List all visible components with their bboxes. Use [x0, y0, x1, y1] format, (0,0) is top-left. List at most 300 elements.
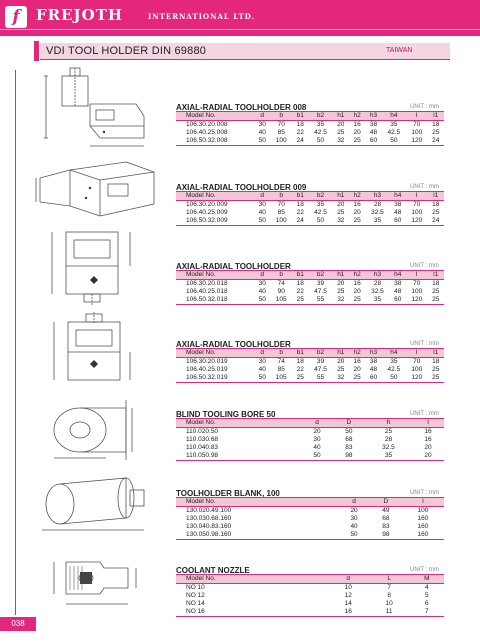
table-cell: 160 — [402, 531, 444, 540]
table-cell: 11 — [369, 608, 410, 617]
column-header: h — [365, 419, 412, 428]
table-cell: 20 — [353, 366, 361, 373]
table-row — [176, 137, 444, 146]
column-header: l1 — [428, 271, 444, 280]
column-header: l — [406, 349, 428, 358]
table-cell: 110.050.98 — [176, 452, 301, 461]
table-cell: 40 — [313, 444, 321, 451]
table-cell: 16 — [424, 436, 432, 443]
table-cell: 14 — [344, 600, 352, 607]
coolant-nozzle-drawing — [40, 548, 150, 618]
column-header: h2 — [349, 192, 365, 201]
table-row — [176, 374, 444, 383]
table-cell: 120 — [406, 296, 428, 305]
column-header: h3 — [365, 192, 389, 201]
column-header: d — [254, 112, 270, 121]
table-row — [176, 531, 444, 540]
table-cell: 85 — [277, 129, 285, 136]
table-cell: 25 — [292, 296, 308, 305]
table-cell: 18 — [296, 201, 304, 208]
unit-label: UNIT : mm — [410, 263, 439, 269]
table-row — [176, 592, 444, 600]
column-header: h3 — [365, 271, 389, 280]
table-row — [176, 428, 444, 437]
table-cell: 20 — [350, 507, 358, 514]
toolholder-019-drawing — [44, 312, 140, 392]
column-header: L — [369, 575, 410, 584]
table-cell: 18 — [432, 201, 440, 208]
column-header: l — [406, 112, 428, 121]
spec-table-toolholder-009 — [176, 191, 444, 226]
table-cell: 16 — [328, 608, 369, 617]
toolholder-018-drawing — [44, 226, 140, 306]
table-cell: 18 — [296, 121, 304, 128]
table-cell: 25 — [349, 374, 365, 383]
table-row — [176, 584, 444, 593]
table-cell: NO 10 — [186, 584, 205, 591]
table-cell: 18 — [296, 280, 304, 287]
unit-label: UNIT : mm — [410, 184, 439, 190]
column-header: l1 — [428, 349, 444, 358]
table-cell: 39 — [316, 280, 325, 287]
column-header: Model No. — [176, 575, 328, 584]
table-cell: 24 — [428, 217, 444, 226]
column-header: h2 — [349, 112, 365, 121]
table-row — [176, 436, 444, 444]
table-cell: 98 — [370, 531, 402, 540]
table-cell: 48 — [394, 288, 402, 295]
table-row — [176, 523, 444, 531]
table-cell: 106.40.25.019 — [186, 366, 228, 373]
table-row — [176, 358, 444, 367]
table-cell: 32.5 — [371, 209, 384, 216]
table-cell: 50 — [308, 217, 332, 226]
table-cell: 30 — [258, 201, 266, 208]
table-cell: 25 — [432, 366, 440, 373]
section-title-toolholder-blank: TOOLHOLDER BLANK, 100 — [176, 489, 280, 498]
column-header: Model No. — [176, 271, 254, 280]
table-cell: 16 — [353, 201, 361, 208]
table-row — [176, 600, 444, 608]
table-cell: 18 — [432, 121, 440, 128]
column-header: b2 — [308, 271, 332, 280]
table-cell: 16 — [353, 121, 361, 128]
table-cell: 49 — [382, 507, 390, 514]
table-cell: 120 — [406, 217, 428, 226]
table-cell: 100 — [417, 507, 429, 514]
company-logo: f — [5, 6, 27, 28]
column-header: b1 — [292, 112, 308, 121]
table-cell: 30 — [258, 358, 266, 365]
table-cell: 25 — [337, 209, 345, 216]
column-header: b2 — [308, 112, 332, 121]
table-cell: 25 — [337, 288, 345, 295]
table-cell: 106.50.32.018 — [176, 296, 254, 305]
toolholder-blank-drawing — [34, 472, 154, 536]
table-cell: 50 — [382, 374, 406, 383]
table-cell: 100 — [270, 137, 292, 146]
column-header: b — [270, 192, 292, 201]
column-header: l1 — [428, 112, 444, 121]
table-cell: 120 — [406, 137, 428, 146]
table-cell: 18 — [296, 358, 304, 365]
column-header: l — [406, 192, 428, 201]
section-title-toolholder-009: AXIAL-RADIAL TOOLHOLDER 009 — [176, 183, 307, 192]
table-cell: 32 — [333, 217, 349, 226]
page-number: 038 — [0, 617, 36, 631]
table-cell: 35 — [316, 121, 325, 128]
column-header: d — [328, 575, 369, 584]
table-cell: 25 — [349, 296, 365, 305]
table-cell: 18 — [432, 280, 440, 287]
table-cell: 83 — [382, 523, 390, 530]
column-header: h1 — [333, 112, 349, 121]
column-header: h1 — [333, 349, 349, 358]
table-cell: 160 — [417, 515, 429, 522]
table-cell: 25 — [432, 288, 440, 295]
spec-table-toolholder-008 — [176, 111, 444, 146]
table-cell: 25 — [349, 217, 365, 226]
column-header: d — [254, 349, 270, 358]
table-cell: 7 — [387, 584, 391, 591]
table-row — [176, 296, 444, 305]
table-cell: 30 — [350, 515, 358, 522]
table-cell: 130.020.49.100 — [186, 507, 232, 514]
table-cell: 55 — [308, 296, 332, 305]
table-cell: 68 — [345, 436, 353, 443]
table-cell: 100 — [411, 288, 423, 295]
table-cell: 42.5 — [314, 209, 327, 216]
title-marker — [34, 41, 39, 61]
column-header: h4 — [390, 271, 406, 280]
column-header: Model No. — [176, 192, 254, 201]
table-cell: 35 — [390, 121, 398, 128]
column-header: d — [301, 419, 333, 428]
table-row — [176, 452, 444, 461]
table-cell: 16 — [353, 280, 361, 287]
table-cell: 70 — [277, 201, 285, 208]
spec-table-blind-tooling-bore — [176, 418, 444, 461]
table-cell: 85 — [277, 366, 285, 373]
section-title-toolholder-008: AXIAL-RADIAL TOOLHOLDER 008 — [176, 103, 307, 112]
table-cell: 20 — [412, 452, 444, 461]
table-cell: 55 — [308, 374, 332, 383]
table-row — [176, 507, 444, 516]
section-title-coolant-nozzle: COOLANT NOZZLE — [176, 566, 250, 575]
table-cell: 105 — [270, 296, 292, 305]
table-cell: 32 — [333, 374, 349, 383]
table-cell: 40 — [258, 129, 266, 136]
table-cell: 28 — [384, 436, 393, 443]
column-header: l — [406, 271, 428, 280]
table-cell: 12 — [344, 592, 352, 599]
table-cell: 25 — [292, 374, 308, 383]
table-cell: 24 — [292, 217, 308, 226]
table-cell: 22 — [296, 129, 304, 136]
table-cell: 47.5 — [314, 288, 327, 295]
table-cell: 70 — [413, 121, 421, 128]
table-cell: 110.030.68 — [186, 436, 219, 443]
table-cell: 50 — [254, 137, 270, 146]
table-cell: 100 — [411, 129, 423, 136]
table-cell: 60 — [365, 137, 381, 146]
table-cell: 8 — [387, 592, 391, 599]
table-cell: 100 — [411, 209, 423, 216]
table-cell: 20 — [313, 428, 321, 435]
column-header: h1 — [333, 271, 349, 280]
table-cell: 42.5 — [387, 366, 401, 373]
table-cell: 6 — [425, 600, 429, 607]
table-cell: 90 — [277, 288, 285, 295]
unit-label: UNIT : mm — [410, 104, 439, 110]
table-cell: 24 — [428, 137, 444, 146]
table-cell: 106.40.25.018 — [186, 288, 228, 295]
table-cell: 38 — [369, 121, 378, 128]
table-cell: 38 — [394, 201, 402, 208]
table-row — [176, 608, 444, 617]
spec-table-toolholder-blank — [176, 497, 444, 540]
table-cell: 110.020.50 — [186, 428, 219, 435]
column-header: b2 — [308, 349, 332, 358]
unit-label: UNIT : mm — [410, 490, 439, 496]
table-cell: 130.030.68.160 — [186, 515, 232, 522]
table-cell: 47.5 — [314, 366, 327, 373]
column-header: h2 — [349, 349, 365, 358]
brand-header — [0, 0, 480, 36]
page-title: VDI TOOL HOLDER DIN 69880 — [46, 45, 207, 57]
column-header: Model No. — [176, 349, 254, 358]
table-cell: 20 — [337, 121, 345, 128]
table-cell: 35 — [390, 358, 398, 365]
table-cell: 20 — [353, 129, 361, 136]
table-cell: 60 — [365, 374, 381, 383]
column-header: l1 — [428, 192, 444, 201]
table-cell: 35 — [365, 217, 389, 226]
table-cell: 70 — [413, 280, 421, 287]
table-cell: 60 — [390, 217, 406, 226]
table-cell: 25 — [428, 374, 444, 383]
table-cell: 130.040.83.160 — [186, 523, 232, 530]
table-cell: 35 — [365, 452, 412, 461]
column-header: d — [254, 271, 270, 280]
table-cell: NO 16 — [176, 608, 328, 617]
column-header: d — [338, 498, 370, 507]
column-header: b1 — [292, 271, 308, 280]
table-cell: 106.30.20.008 — [186, 121, 228, 128]
column-header: Model No. — [176, 419, 301, 428]
column-header: D — [370, 498, 402, 507]
table-cell: 32.5 — [382, 444, 395, 451]
table-cell: 32 — [333, 296, 349, 305]
table-cell: 40 — [258, 209, 266, 216]
table-cell: 4 — [425, 584, 429, 591]
table-cell: 7 — [410, 608, 444, 617]
column-header: D — [333, 419, 365, 428]
table-row — [176, 209, 444, 217]
table-cell: 74 — [277, 358, 285, 365]
table-cell: 40 — [258, 288, 266, 295]
table-cell: 160 — [417, 523, 429, 530]
unit-label: UNIT : mm — [410, 411, 439, 417]
table-cell: 50 — [254, 296, 270, 305]
column-header: l — [412, 419, 444, 428]
table-cell: 20 — [337, 280, 345, 287]
table-cell: 48 — [369, 366, 378, 373]
table-cell: 98 — [333, 452, 365, 461]
table-cell: 106.40.25.008 — [186, 129, 228, 136]
table-cell: 106.30.20.018 — [186, 280, 228, 287]
table-cell: 25 — [432, 129, 440, 136]
table-cell: 48 — [369, 129, 378, 136]
table-row — [176, 444, 444, 452]
table-cell: 68 — [382, 515, 390, 522]
blind-tooling-bore-drawing — [40, 396, 150, 464]
table-cell: 106.40.25.009 — [186, 209, 228, 216]
table-cell: 22 — [296, 288, 304, 295]
table-row — [176, 121, 444, 130]
table-row — [176, 129, 444, 137]
table-cell: 50 — [382, 137, 406, 146]
table-cell: 130.050.98.160 — [176, 531, 338, 540]
table-cell: 106.50.32.008 — [176, 137, 254, 146]
table-cell: 70 — [413, 358, 421, 365]
section-title-toolholder-019: AXIAL-RADIAL TOOLHOLDER — [176, 340, 291, 349]
column-header: h1 — [333, 192, 349, 201]
column-header: Model No. — [176, 498, 338, 507]
table-row — [176, 280, 444, 289]
table-cell: 83 — [345, 444, 353, 451]
table-cell: 30 — [258, 280, 266, 287]
column-header: h4 — [382, 349, 406, 358]
table-cell: 30 — [313, 436, 321, 443]
column-header: b2 — [308, 192, 332, 201]
table-cell: 42.5 — [314, 129, 327, 136]
table-cell: 85 — [277, 209, 285, 216]
toolholder-009-drawing — [30, 158, 170, 228]
table-cell: 50 — [345, 428, 353, 435]
table-cell: 25 — [349, 137, 365, 146]
table-cell: 28 — [373, 201, 382, 208]
company-suffix: INTERNATIONAL LTD. — [148, 12, 256, 21]
table-cell: 18 — [432, 358, 440, 365]
table-cell: 106.50.32.009 — [176, 217, 254, 226]
column-header: M — [410, 575, 444, 584]
table-cell: 100 — [270, 217, 292, 226]
table-cell: 106.50.32.019 — [176, 374, 254, 383]
column-header: Model No. — [176, 112, 254, 121]
table-cell: 25 — [428, 296, 444, 305]
table-cell: 35 — [316, 201, 325, 208]
table-cell: 25 — [337, 129, 345, 136]
table-cell: 5 — [425, 592, 429, 599]
table-cell: 20 — [337, 201, 345, 208]
table-cell: 38 — [369, 358, 378, 365]
country-label: TAIWAN — [386, 47, 413, 54]
table-cell: 70 — [413, 201, 421, 208]
table-cell: 42.5 — [387, 129, 401, 136]
unit-label: UNIT : mm — [410, 567, 439, 573]
table-cell: 25 — [337, 366, 345, 373]
table-cell: 50 — [308, 137, 332, 146]
toolholder-008-drawing — [40, 66, 160, 152]
table-row — [176, 288, 444, 296]
table-cell: 25 — [384, 428, 393, 435]
column-header: b — [270, 349, 292, 358]
section-title-toolholder-018: AXIAL-RADIAL TOOLHOLDER — [176, 262, 291, 271]
table-cell: 22 — [296, 366, 304, 373]
spec-table-toolholder-018 — [176, 270, 444, 305]
table-cell: 35 — [365, 296, 389, 305]
left-margin-rule — [15, 70, 16, 615]
column-header: h3 — [365, 349, 381, 358]
column-header: b — [270, 271, 292, 280]
table-cell: 70 — [277, 121, 285, 128]
column-header: h4 — [390, 192, 406, 201]
column-header: h2 — [349, 271, 365, 280]
table-cell: 20 — [353, 209, 361, 216]
column-header: h3 — [365, 112, 381, 121]
company-name: FREJOTH — [36, 6, 124, 24]
column-header: b1 — [292, 192, 308, 201]
column-header: d — [254, 192, 270, 201]
spec-table-coolant-nozzle — [176, 574, 444, 617]
table-cell: 28 — [373, 280, 382, 287]
section-title-blind-tooling-bore: BLIND TOOLING BORE 50 — [176, 410, 276, 419]
table-cell: 32.5 — [371, 288, 384, 295]
table-cell: 32 — [333, 137, 349, 146]
table-cell: 20 — [337, 358, 345, 365]
table-row — [176, 201, 444, 210]
table-cell: 60 — [390, 296, 406, 305]
table-row — [176, 515, 444, 523]
table-cell: 20 — [424, 444, 432, 451]
table-cell: NO 14 — [186, 600, 205, 607]
table-cell: 50 — [338, 531, 370, 540]
table-cell: 74 — [277, 280, 285, 287]
column-header: b — [270, 112, 292, 121]
table-cell: NO 12 — [186, 592, 205, 599]
title-underline — [40, 59, 450, 60]
table-cell: 24 — [292, 137, 308, 146]
table-cell: 110.040.83 — [186, 444, 219, 451]
table-cell: 106.30.20.009 — [186, 201, 228, 208]
spec-table-toolholder-019 — [176, 348, 444, 383]
table-cell: 10 — [344, 584, 352, 591]
table-cell: 106.30.20.019 — [186, 358, 228, 365]
table-row — [176, 366, 444, 374]
table-row — [176, 217, 444, 226]
table-cell: 120 — [406, 374, 428, 383]
table-cell: 40 — [350, 523, 358, 530]
table-cell: 50 — [301, 452, 333, 461]
column-header: h4 — [382, 112, 406, 121]
table-cell: 10 — [385, 600, 393, 607]
table-cell: 100 — [411, 366, 423, 373]
table-cell: 22 — [296, 209, 304, 216]
table-cell: 30 — [258, 121, 266, 128]
table-cell: 25 — [432, 209, 440, 216]
table-cell: 38 — [394, 280, 402, 287]
column-header: l — [402, 498, 444, 507]
table-cell: 16 — [424, 428, 432, 435]
unit-label: UNIT : mm — [410, 341, 439, 347]
table-cell: 16 — [353, 358, 361, 365]
column-header: b1 — [292, 349, 308, 358]
table-cell: 50 — [254, 374, 270, 383]
table-cell: 50 — [254, 217, 270, 226]
table-cell: 20 — [353, 288, 361, 295]
table-cell: 105 — [270, 374, 292, 383]
